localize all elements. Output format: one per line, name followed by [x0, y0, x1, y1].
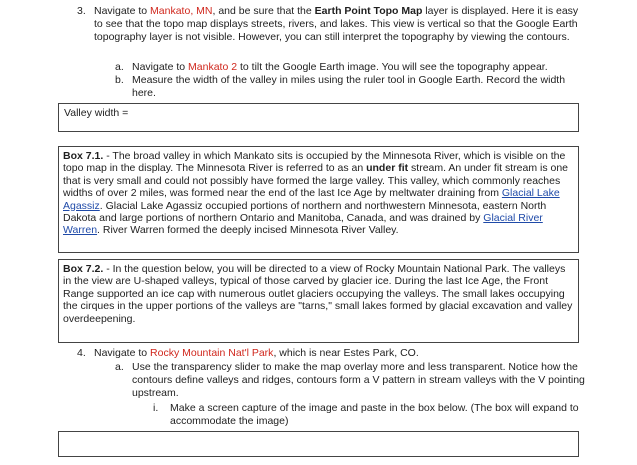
glacial-river-warren-link[interactable]: Glacial River Warren	[63, 212, 543, 237]
box-7-2-title: Box 7.2.	[63, 263, 104, 275]
mankato-mn-link[interactable]: Mankato, MN	[150, 5, 213, 17]
valley-width-answer-box[interactable]	[58, 103, 579, 132]
box-7-1-title: Box 7.1.	[63, 150, 104, 162]
screen-capture-paste-box[interactable]	[58, 431, 579, 457]
question-4-number: 4.	[77, 347, 86, 359]
glacial-lake-agassiz-link[interactable]: Glacial Lake Agassiz	[63, 187, 560, 212]
mankato-2-link[interactable]: Mankato 2	[188, 61, 238, 73]
box-7-1-text: Box 7.1. - The broad valley in which Mankato sits is occupied by the Minnesota River, which is visible on the topo map in the display. The Minnesota River is referred to as an under fit stream. An under fit stream is one that is very small and could not possibly have formed the large valley. This valley, which commonly reaches widths of over 2 miles, was formed near the end of the last Ice Age by meltwater draining from Glacial Lake Agassiz. Glacial Lake Agassiz occupied portions of northern and northwestern Minnesota, eastern North Dakota and large portions of northern Ontario and Manitoba, Canada, and was drained by Glacial River Warren. River Warren formed the deeply incised Minnesota River Valley.	[63, 150, 569, 237]
q3-b-letter: b.	[115, 74, 124, 86]
rocky-mountain-link[interactable]: Rocky Mountain Nat'l Park	[150, 347, 274, 359]
q4-a-letter: a.	[115, 361, 124, 373]
box-7-2-text: Box 7.2. - In the question below, you will be directed to a view of Rocky Mountain National Park. The valleys in the view are U-shaped valleys, typical of those carved by glacier ice. During the last Ice Age, the Front Range supported an ice cap with numerous outlet glaciers occupying the valleys. The small lakes occupying the cirques in the upper portions of the valleys are "tarns," small lakes formed by glacial excavation and valley overdeepening.	[63, 263, 573, 325]
question-3-text: Navigate to Mankato, MN, and be sure that the Earth Point Topo Map layer is displayed. Here it is easy to see that the topo map displays streets, rivers, and lakes. This view is vertical so that the Google Earth topography layer is not visible. However, you can still interpret the topography by viewing the contours.	[94, 5, 579, 44]
box-7-2	[58, 259, 579, 343]
q4-i-letter: i.	[153, 402, 159, 414]
box-7-1	[58, 146, 579, 253]
question-3-number: 3.	[77, 5, 86, 17]
q3-b-text: Measure the width of the valley in miles using the ruler tool in Google Earth. Record the width here.	[132, 74, 566, 100]
question-4-text: Navigate to Rocky Mountain Nat'l Park, which is near Estes Park, CO.	[94, 347, 419, 359]
q3-a-text: Navigate to Mankato 2 to tilt the Google Earth image. You will see the topography appear.	[132, 61, 548, 73]
q4-a-text: Use the transparency slider to make the map overlay more and less transparent. Notice how the contours define valleys and ridges, contours form a V pattern in stream valleys with the V pointing upstream.	[132, 361, 585, 400]
valley-width-label: Valley width =	[64, 107, 129, 119]
q3-a-letter: a.	[115, 61, 124, 73]
q4-i-text: Make a screen capture of the image and paste in the box below. (The box will expand to accommodate the image)	[170, 402, 579, 428]
